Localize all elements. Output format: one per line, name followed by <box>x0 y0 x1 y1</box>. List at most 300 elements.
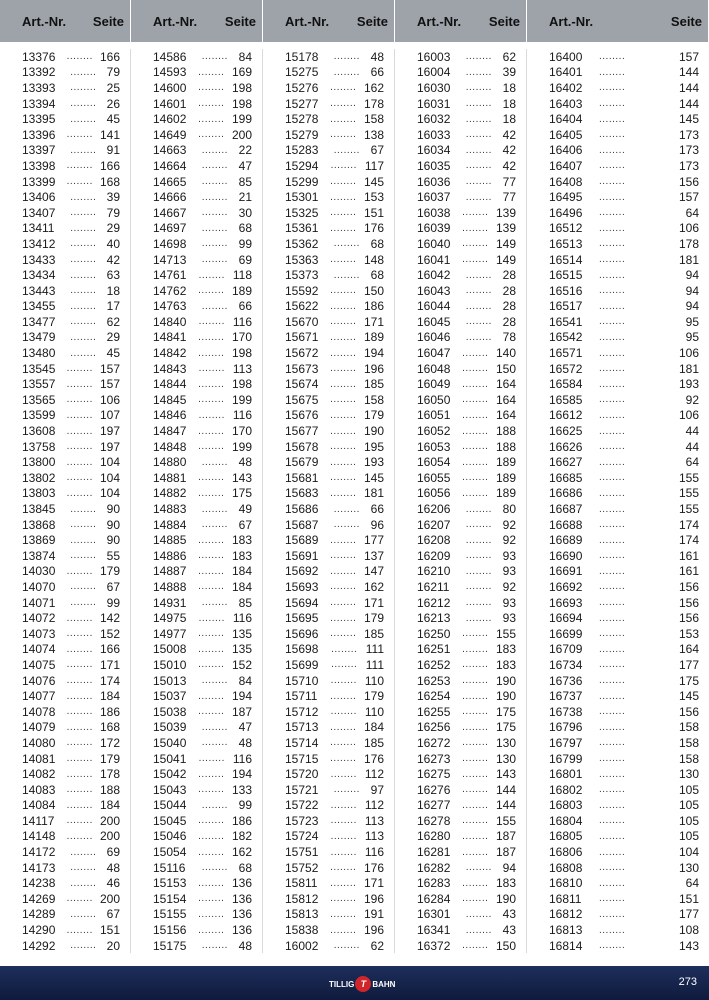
page-ref: 155 <box>678 502 699 517</box>
article-number: 13395 <box>22 112 56 127</box>
article-number: 16402 <box>549 80 583 95</box>
leader-dots: ........ <box>599 113 626 125</box>
article-number: 15040 <box>153 735 187 750</box>
page-ref: 20 <box>106 938 120 953</box>
table-row <box>417 174 520 190</box>
leader-dots: ........ <box>333 269 360 281</box>
page-ref: 25 <box>106 80 120 95</box>
leader-dots: ........ <box>66 363 93 375</box>
article-number: 15116 <box>153 860 186 875</box>
table-row <box>417 626 520 642</box>
article-number: 14882 <box>153 486 187 501</box>
page-ref: 162 <box>363 80 384 95</box>
page-ref: 189 <box>495 455 516 470</box>
table-row <box>549 922 703 938</box>
leader-dots: ........ <box>201 300 228 312</box>
table-row <box>22 829 124 845</box>
article-number: 14713 <box>153 252 187 267</box>
table-row <box>285 907 388 923</box>
table-row <box>153 454 256 470</box>
article-number: 15676 <box>285 408 319 423</box>
article-number: 16688 <box>549 517 583 532</box>
article-number: 15037 <box>153 689 187 704</box>
page-ref: 157 <box>678 49 699 64</box>
page-ref: 116 <box>364 845 384 860</box>
article-number: 13802 <box>22 470 56 485</box>
page-ref: 106 <box>678 408 699 423</box>
leader-dots: ........ <box>462 472 489 484</box>
leader-dots: ........ <box>462 893 489 905</box>
article-number: 16405 <box>549 127 583 142</box>
page-ref: 152 <box>99 626 120 641</box>
article-number: 15699 <box>285 657 319 672</box>
table-row <box>285 564 388 580</box>
article-number: 16277 <box>417 798 451 813</box>
page-ref: 164 <box>495 408 516 423</box>
leader-dots: ........ <box>599 160 626 172</box>
page-ref: 149 <box>495 236 516 251</box>
table-row <box>417 673 520 689</box>
leader-dots: ........ <box>465 82 492 94</box>
article-number: 16002 <box>285 938 319 953</box>
article-number: 15373 <box>285 268 319 283</box>
table-row <box>285 96 388 112</box>
leader-dots: ........ <box>201 222 228 234</box>
article-number: 14843 <box>153 361 187 376</box>
page-ref: 104 <box>678 845 699 860</box>
article-number: 16812 <box>549 907 583 922</box>
leader-dots: ........ <box>66 394 93 406</box>
table-row <box>549 673 703 689</box>
leader-dots: ........ <box>599 409 626 421</box>
page-ref: 147 <box>363 564 384 579</box>
leader-dots: ........ <box>599 222 626 234</box>
page-ref: 193 <box>678 377 699 392</box>
table-row <box>285 189 388 205</box>
article-number: 16043 <box>417 283 451 298</box>
page-ref: 158 <box>363 112 384 127</box>
page-ref: 93 <box>502 564 516 579</box>
page-ref: 153 <box>363 190 384 205</box>
table-row <box>285 486 388 502</box>
article-number: 14070 <box>22 579 56 594</box>
table-row <box>153 517 256 533</box>
leader-dots: ........ <box>465 269 492 281</box>
page-ref: 106 <box>678 346 699 361</box>
header-seite: Seite <box>670 13 702 29</box>
article-number: 15279 <box>285 127 319 142</box>
leader-dots: ........ <box>465 597 492 609</box>
table-row <box>153 688 256 704</box>
table-row <box>549 221 703 237</box>
article-number: 13845 <box>22 502 56 517</box>
article-number: 14117 <box>22 813 55 828</box>
article-number: 16211 <box>417 579 450 594</box>
page-ref: 177 <box>678 657 699 672</box>
article-number: 15043 <box>153 782 187 797</box>
article-number: 14845 <box>153 392 187 407</box>
article-number: 16054 <box>417 455 451 470</box>
page-ref: 77 <box>502 190 516 205</box>
leader-dots: ........ <box>198 846 225 858</box>
article-number: 14975 <box>153 611 187 626</box>
page-ref: 173 <box>678 127 699 142</box>
table-row <box>153 49 256 65</box>
table-row <box>549 174 703 190</box>
leader-dots: ........ <box>333 66 360 78</box>
table-row <box>549 532 703 548</box>
leader-dots: ........ <box>330 753 357 765</box>
table-row <box>22 96 124 112</box>
table-row <box>417 486 520 502</box>
table-row <box>153 626 256 642</box>
page-ref: 173 <box>678 158 699 173</box>
page-ref: 190 <box>363 424 384 439</box>
table-row <box>417 844 520 860</box>
page-ref: 92 <box>502 533 516 548</box>
table-row <box>153 673 256 689</box>
page-ref: 133 <box>231 782 252 797</box>
leader-dots: ........ <box>330 706 357 718</box>
leader-dots: ........ <box>462 940 489 952</box>
leader-dots: ........ <box>462 815 489 827</box>
article-number: 15039 <box>153 720 187 735</box>
table-row <box>285 49 388 65</box>
header-column-3 <box>395 0 527 42</box>
article-number: 14076 <box>22 673 56 688</box>
leader-dots: ........ <box>198 581 225 593</box>
article-number: 15156 <box>153 923 187 938</box>
table-row <box>417 922 520 938</box>
article-number: 16709 <box>549 642 583 657</box>
page-ref: 136 <box>231 891 252 906</box>
leader-dots: ........ <box>198 628 225 640</box>
article-number: 16400 <box>549 49 583 64</box>
page-ref: 104 <box>99 486 120 501</box>
article-number: 14601 <box>153 96 187 111</box>
leader-dots: ........ <box>330 675 357 687</box>
header-art-nr: Art.-Nr. <box>417 13 462 29</box>
leader-dots: ........ <box>330 113 357 125</box>
page-ref: 174 <box>678 533 699 548</box>
leader-dots: ........ <box>198 659 225 671</box>
page-ref: 67 <box>106 579 120 594</box>
table-row <box>153 579 256 595</box>
leader-dots: ........ <box>330 487 357 499</box>
page-ref: 116 <box>232 408 252 423</box>
leader-dots: ........ <box>330 441 357 453</box>
article-number: 16207 <box>417 517 451 532</box>
page-ref: 184 <box>231 564 252 579</box>
page-ref: 186 <box>99 704 120 719</box>
article-number: 14847 <box>153 424 187 439</box>
article-number: 14841 <box>153 330 187 345</box>
page-ref: 164 <box>678 642 699 657</box>
article-number: 15363 <box>285 252 319 267</box>
article-number: 16804 <box>549 813 583 828</box>
table-row <box>549 392 703 408</box>
table-row <box>285 205 388 221</box>
leader-dots: ........ <box>66 472 93 484</box>
article-number: 15715 <box>285 751 319 766</box>
page-ref: 194 <box>231 767 252 782</box>
leader-dots: ........ <box>70 581 97 593</box>
table-row <box>549 158 703 174</box>
table-row <box>22 657 124 673</box>
table-row <box>285 798 388 814</box>
table-row <box>153 798 256 814</box>
table-row <box>417 189 520 205</box>
table-row <box>549 189 703 205</box>
page-ref: 145 <box>678 689 699 704</box>
page-ref: 194 <box>231 689 252 704</box>
logo-emblem: T <box>355 976 371 992</box>
article-number: 14887 <box>153 564 187 579</box>
table-row <box>549 423 703 439</box>
page-ref: 143 <box>495 767 516 782</box>
article-number: 14842 <box>153 346 187 361</box>
leader-dots: ........ <box>599 191 626 203</box>
leader-dots: ........ <box>465 285 492 297</box>
page-ref: 21 <box>238 190 252 205</box>
leader-dots: ........ <box>198 331 225 343</box>
leader-dots: ........ <box>330 721 357 733</box>
article-number: 16251 <box>417 642 451 657</box>
article-number: 14030 <box>22 564 56 579</box>
table-row <box>417 829 520 845</box>
table-row <box>417 127 520 143</box>
page-ref: 183 <box>231 548 252 563</box>
table-row <box>22 907 124 923</box>
article-number: 15361 <box>285 221 319 236</box>
page-ref: 183 <box>495 642 516 657</box>
page-ref: 69 <box>238 252 252 267</box>
leader-dots: ........ <box>70 222 97 234</box>
article-number: 16003 <box>417 49 451 64</box>
page-ref: 173 <box>678 143 699 158</box>
leader-dots: ........ <box>465 565 492 577</box>
leader-dots: ........ <box>330 176 357 188</box>
leader-dots: ........ <box>66 815 93 827</box>
table-row <box>285 439 388 455</box>
page-ref: 196 <box>363 923 384 938</box>
page-ref: 105 <box>678 829 699 844</box>
article-number: 14763 <box>153 299 187 314</box>
table-row <box>417 439 520 455</box>
leader-dots: ........ <box>599 472 626 484</box>
page-ref: 179 <box>99 751 120 766</box>
article-number: 16255 <box>417 704 451 719</box>
leader-dots: ........ <box>201 176 228 188</box>
article-number: 16801 <box>549 767 583 782</box>
leader-dots: ........ <box>70 940 97 952</box>
page-ref: 69 <box>106 845 120 860</box>
page-ref: 151 <box>678 891 699 906</box>
table-row <box>22 361 124 377</box>
leader-dots: ........ <box>70 846 97 858</box>
leader-dots: ........ <box>330 534 357 546</box>
header-column-1 <box>131 0 263 42</box>
table-row <box>549 766 703 782</box>
article-number: 13874 <box>22 548 56 563</box>
article-number: 13434 <box>22 268 56 283</box>
article-number: 15010 <box>153 657 187 672</box>
page-ref: 143 <box>231 470 252 485</box>
page-ref: 29 <box>106 330 120 345</box>
table-row <box>153 735 256 751</box>
leader-dots: ........ <box>599 612 626 624</box>
article-number: 15674 <box>285 377 319 392</box>
article-number: 14084 <box>22 798 56 813</box>
leader-dots: ........ <box>599 924 626 936</box>
page-ref: 40 <box>106 236 120 251</box>
leader-dots: ........ <box>66 706 93 718</box>
table-row <box>549 143 703 159</box>
article-number: 15294 <box>285 158 319 173</box>
article-number: 16282 <box>417 860 451 875</box>
table-row <box>22 798 124 814</box>
page-ref: 197 <box>99 439 120 454</box>
article-number: 13868 <box>22 517 56 532</box>
article-number: 16055 <box>417 470 451 485</box>
article-number: 16808 <box>549 860 583 875</box>
page-ref: 164 <box>495 377 516 392</box>
article-number: 14077 <box>22 689 56 704</box>
leader-dots: ........ <box>330 316 357 328</box>
article-number: 15672 <box>285 346 319 361</box>
article-number: 15720 <box>285 767 319 782</box>
leader-dots: ........ <box>462 753 489 765</box>
page-ref: 179 <box>363 689 384 704</box>
table-row <box>549 798 703 814</box>
leader-dots: ........ <box>70 316 97 328</box>
table-row <box>153 345 256 361</box>
table-row <box>285 532 388 548</box>
table-row <box>153 221 256 237</box>
article-number: 15008 <box>153 642 187 657</box>
table-row <box>22 860 124 876</box>
table-row <box>153 642 256 658</box>
article-number: 14172 <box>22 845 56 860</box>
leader-dots: ........ <box>66 487 93 499</box>
leader-dots: ........ <box>198 753 225 765</box>
article-number: 14649 <box>153 127 187 142</box>
leader-dots: ........ <box>201 207 228 219</box>
article-number: 16252 <box>417 657 451 672</box>
page-ref: 190 <box>495 891 516 906</box>
page-ref: 156 <box>678 611 699 626</box>
page-ref: 94 <box>685 299 699 314</box>
page-ref: 84 <box>238 673 252 688</box>
table-row <box>417 517 520 533</box>
table-row <box>549 657 703 673</box>
page-ref: 42 <box>502 143 516 158</box>
page-ref: 144 <box>495 782 516 797</box>
page-ref: 155 <box>678 470 699 485</box>
table-row <box>417 875 520 891</box>
leader-dots: ........ <box>599 82 626 94</box>
leader-dots: ........ <box>599 347 626 359</box>
leader-dots: ........ <box>599 893 626 905</box>
leader-dots: ........ <box>70 550 97 562</box>
leader-dots: ........ <box>599 737 626 749</box>
table-row <box>417 283 520 299</box>
page-ref: 29 <box>106 221 120 236</box>
table-row <box>417 423 520 439</box>
article-number: 13565 <box>22 392 56 407</box>
leader-dots: ........ <box>198 347 225 359</box>
article-number: 16052 <box>417 424 451 439</box>
article-number: 16796 <box>549 720 583 735</box>
article-number: 16407 <box>549 158 583 173</box>
leader-dots: ........ <box>465 581 492 593</box>
leader-dots: ........ <box>201 862 228 874</box>
page-ref: 99 <box>238 798 252 813</box>
page-ref: 43 <box>502 923 516 938</box>
table-row <box>285 361 388 377</box>
leader-dots: ........ <box>66 799 93 811</box>
table-row <box>417 751 520 767</box>
article-number: 13480 <box>22 346 56 361</box>
leader-dots: ........ <box>330 924 357 936</box>
page-ref: 175 <box>231 486 252 501</box>
article-number: 15301 <box>285 190 319 205</box>
table-row <box>549 517 703 533</box>
table-row <box>22 454 124 470</box>
page-ref: 97 <box>370 782 384 797</box>
leader-dots: ........ <box>599 456 626 468</box>
article-number: 13803 <box>22 486 56 501</box>
page-ref: 44 <box>685 439 699 454</box>
page-ref: 188 <box>495 439 516 454</box>
leader-dots: ........ <box>198 550 225 562</box>
table-row <box>549 111 703 127</box>
leader-dots: ........ <box>198 441 225 453</box>
leader-dots: ........ <box>465 862 492 874</box>
leader-dots: ........ <box>599 519 626 531</box>
article-number: 14762 <box>153 283 187 298</box>
page-ref: 68 <box>238 221 252 236</box>
leader-dots: ........ <box>599 487 626 499</box>
leader-dots: ........ <box>198 643 225 655</box>
article-number: 14846 <box>153 408 187 423</box>
article-number: 16406 <box>549 143 583 158</box>
table-row <box>22 314 124 330</box>
header-art-nr: Art.-Nr. <box>285 13 330 29</box>
article-number: 13455 <box>22 299 56 314</box>
page-ref: 170 <box>231 424 252 439</box>
page-ref: 28 <box>502 268 516 283</box>
leader-dots: ........ <box>333 503 360 515</box>
article-number: 14602 <box>153 112 187 127</box>
table-row <box>153 720 256 736</box>
table-row <box>153 532 256 548</box>
leader-dots: ........ <box>66 565 93 577</box>
table-row <box>285 626 388 642</box>
leader-dots: ........ <box>198 893 225 905</box>
article-number: 16284 <box>417 891 451 906</box>
article-number: 15679 <box>285 455 319 470</box>
table-row <box>417 267 520 283</box>
table-row <box>285 158 388 174</box>
table-row <box>153 486 256 502</box>
leader-dots: ........ <box>599 908 626 920</box>
page-ref: 17 <box>106 299 120 314</box>
table-row <box>153 548 256 564</box>
article-number: 14586 <box>153 49 187 64</box>
page-ref: 143 <box>678 938 699 953</box>
table-row <box>549 127 703 143</box>
